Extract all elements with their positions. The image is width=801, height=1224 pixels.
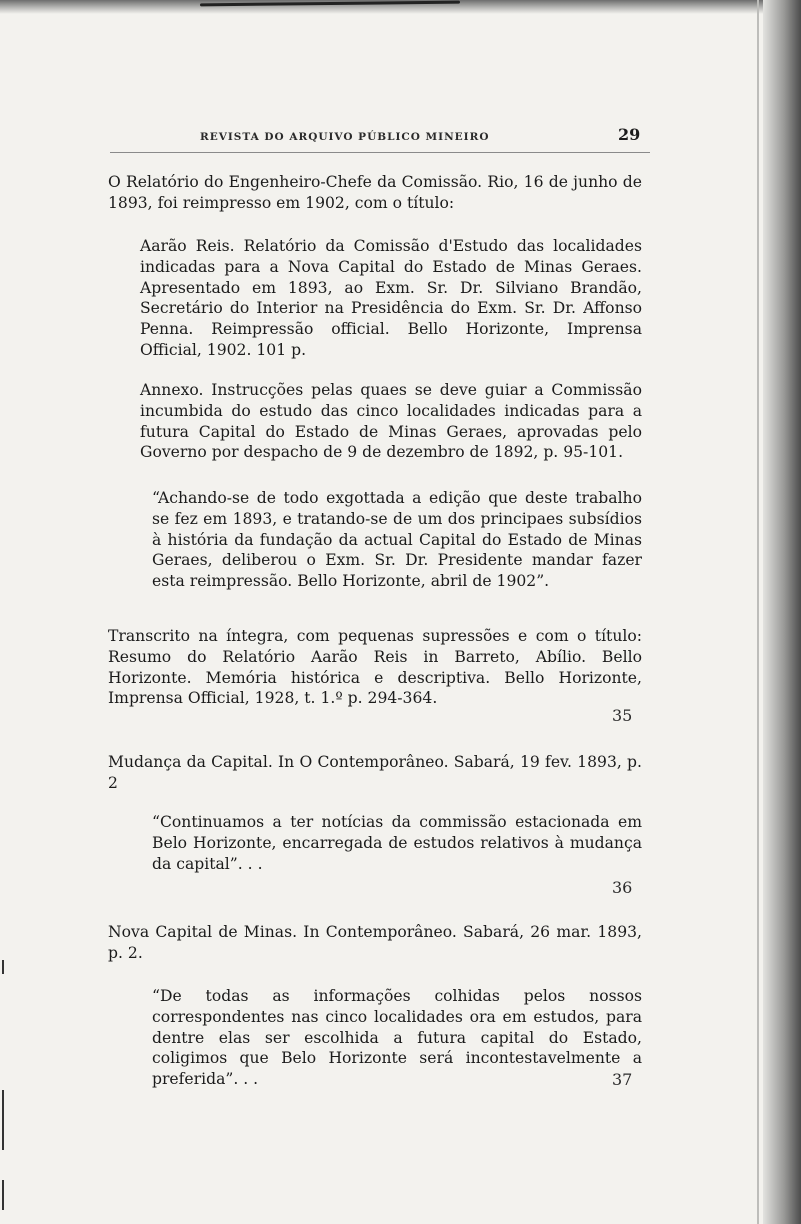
entry-number: 35 [612, 706, 633, 725]
header-rule [110, 152, 650, 153]
entry-number: 37 [612, 1070, 633, 1089]
page-number: 29 [618, 125, 641, 144]
transcribed-paragraph: Transcrito na íntegra, com pequenas supressões e com o título: Resumo do Relatório Aarão Reis in Barreto, Abílio. Bello Horizonte. Memória histórica e descriptiva. Bello Horizonte, Imprensa Official, 1928, t. 1.º p. 294-364. [108, 627, 642, 708]
entry-citation: Nova Capital de Minas. In Contemporâneo. Sabará, 26 mar. 1893, p. 2. [108, 923, 642, 962]
citation-main: Aarão Reis. Relatório da Comissão d'Estudo das localidades indicadas para a Nova Capital do Estado de Minas Geraes. Apresentado em 1893, ao Exm. Sr. Dr. Silviano Brandão, Secretário do Interior na Presidência do Exm. Sr. Dr. Affonso Penna. Reimpressão official. Bello Horizonte, Imprensa Official, 1902. 101 p. [140, 237, 642, 359]
entry-quote: “De todas as informações colhidas pelos nossos correspondentes nas cinco localidades ora em estudos, para dentre elas ser escolhida a futura capital do Estado, coligimos que Belo Horizonte será incontestavelmente a preferida”. . . [152, 987, 642, 1089]
running-title: REVISTA DO ARQUIVO PÚBLICO MINEIRO [200, 131, 490, 143]
entry-quote: “Continuamos a ter notícias da commissão estacionada em Belo Horizonte, encarregada de estudos relativos à mudança da capital”. . . [152, 813, 642, 873]
intro-paragraph: O Relatório do Engenheiro-Chefe da Comissão. Rio, 16 de junho de 1893, foi reimpresso em 1902, com o título: [108, 173, 642, 212]
entry-number: 36 [612, 878, 633, 897]
annex-paragraph: Annexo. Instrucções pelas quaes se deve guiar a Commissão incumbida do estudo das cinco localidades indicadas para a futura Capital do Estado de Minas Geraes, aprovadas pelo Governo por despacho de 9 de dezembro de 1892, p. 95-101. [140, 381, 642, 462]
entry-citation: Mudança da Capital. In O Contemporâneo. Sabará, 19 fev. 1893, p. 2 [108, 753, 642, 792]
reprint-quote: “Achando-se de todo exgottada a edição que deste trabalho se fez em 1893, e tratando-se de um dos principaes subsídios à história da fundação da actual Capital do Estado de Minas Geraes, deliberou o Exm. Sr. Dr. Presidente mandar fazer esta reimpressão. Bello Horizonte, abril de 1902”. [152, 489, 642, 591]
